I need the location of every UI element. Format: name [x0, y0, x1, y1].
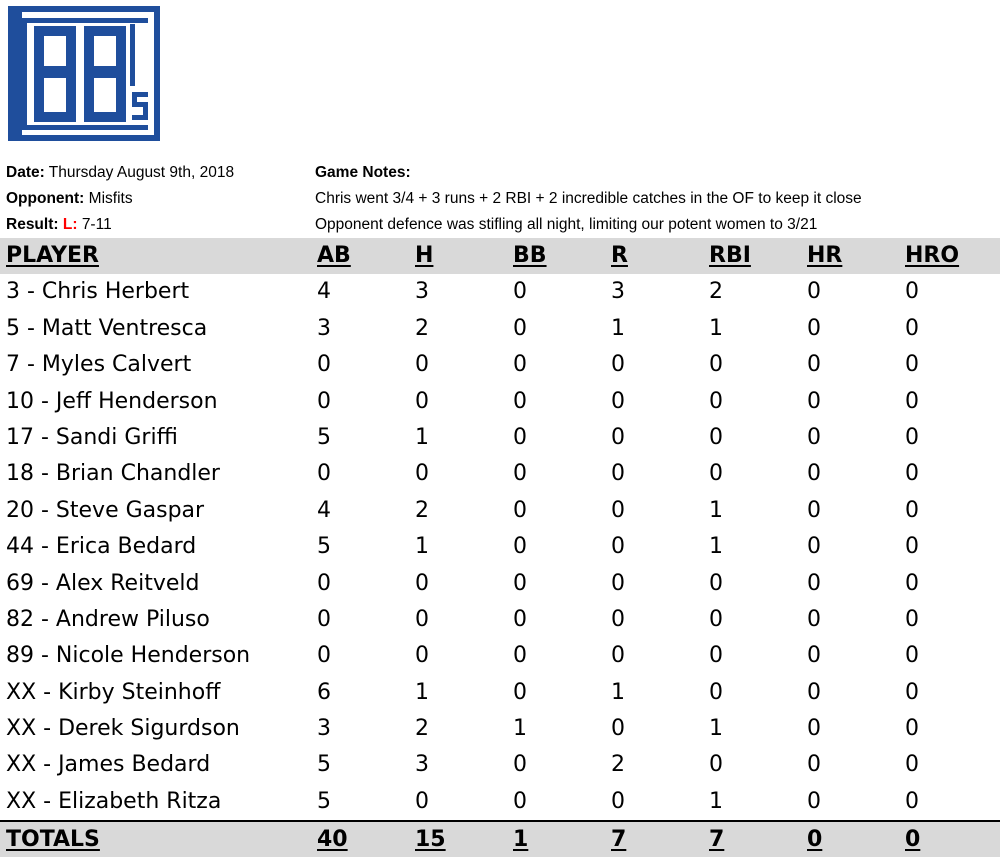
- cell-ab: 0: [317, 606, 331, 632]
- header-player: PLAYER: [6, 243, 99, 268]
- table-row: [0, 784, 1000, 820]
- cell-bb: 0: [513, 570, 527, 596]
- cell-ab: 3: [317, 315, 331, 341]
- cell-bb: 0: [513, 643, 527, 669]
- cell-bb: 0: [513, 461, 527, 487]
- game-notes-label: Game Notes:: [315, 164, 411, 181]
- cell-h: 2: [415, 497, 429, 523]
- total-rbi: 7: [709, 827, 725, 853]
- cell-rbi: 0: [709, 352, 723, 378]
- cell-rbi: 1: [709, 788, 723, 814]
- cell-hr: 0: [807, 461, 821, 487]
- date-line: [6, 160, 234, 186]
- cell-rbi: 0: [709, 679, 723, 705]
- header-hro: HRO: [905, 243, 960, 268]
- cell-h: 3: [415, 279, 429, 305]
- cell-r: 0: [611, 352, 625, 378]
- cell-h: 1: [415, 679, 429, 705]
- cell-r: 0: [611, 388, 625, 414]
- cell-r: 0: [611, 461, 625, 487]
- table-row: [0, 675, 1000, 711]
- cell-hr: 0: [807, 388, 821, 414]
- cell-hro: 0: [905, 570, 919, 596]
- total-hro: 0: [905, 827, 921, 853]
- cell-player: 17 - Sandi Griffi: [6, 424, 178, 450]
- date-label: Date:: [6, 164, 45, 181]
- cell-player: XX - Kirby Steinhoff: [6, 679, 221, 705]
- cell-rbi: 1: [709, 534, 723, 560]
- cell-r: 0: [611, 534, 625, 560]
- cell-player: 82 - Andrew Piluso: [6, 606, 210, 632]
- cell-bb: 0: [513, 352, 527, 378]
- cell-ab: 5: [317, 752, 331, 778]
- cell-bb: 0: [513, 679, 527, 705]
- header-ab: AB: [317, 243, 351, 268]
- cell-hro: 0: [905, 643, 919, 669]
- cell-player: 20 - Steve Gaspar: [6, 497, 205, 523]
- cell-ab: 5: [317, 534, 331, 560]
- cell-hr: 0: [807, 679, 821, 705]
- cell-r: 0: [611, 497, 625, 523]
- cell-bb: 0: [513, 388, 527, 414]
- cell-player: 10 - Jeff Henderson: [6, 388, 218, 414]
- cell-bb: 0: [513, 752, 527, 778]
- table-row: [0, 529, 1000, 565]
- cell-hr: 0: [807, 352, 821, 378]
- total-hr: 0: [807, 827, 823, 853]
- cell-ab: 0: [317, 570, 331, 596]
- cell-h: 1: [415, 424, 429, 450]
- cell-rbi: 2: [709, 279, 723, 305]
- cell-hr: 0: [807, 788, 821, 814]
- game-note-1: Chris went 3/4 + 3 runs + 2 RBI + 2 incredible catches in the OF to keep it close: [315, 190, 862, 207]
- cell-rbi: 0: [709, 643, 723, 669]
- cell-rbi: 0: [709, 752, 723, 778]
- header-r: R: [611, 243, 628, 268]
- opponent-value: Misfits: [88, 190, 133, 207]
- cell-r: 0: [611, 570, 625, 596]
- cell-hr: 0: [807, 497, 821, 523]
- cell-h: 0: [415, 606, 429, 632]
- cell-player: 5 - Matt Ventresca: [6, 315, 208, 341]
- cell-h: 0: [415, 352, 429, 378]
- table-row: [0, 493, 1000, 529]
- cell-ab: 4: [317, 497, 331, 523]
- cell-rbi: 0: [709, 570, 723, 596]
- cell-h: 2: [415, 315, 429, 341]
- date-value: Thursday August 9th, 2018: [48, 164, 235, 181]
- cell-hr: 0: [807, 570, 821, 596]
- table-row: [0, 274, 1000, 310]
- cell-ab: 3: [317, 716, 331, 742]
- cell-r: 3: [611, 279, 625, 305]
- cell-rbi: 0: [709, 606, 723, 632]
- cell-r: 0: [611, 716, 625, 742]
- cell-hr: 0: [807, 643, 821, 669]
- cell-player: 44 - Erica Bedard: [6, 534, 197, 560]
- cell-r: 0: [611, 643, 625, 669]
- table-row: [0, 420, 1000, 456]
- cell-hro: 0: [905, 279, 919, 305]
- table-row: [0, 311, 1000, 347]
- cell-hr: 0: [807, 279, 821, 305]
- cell-player: 89 - Nicole Henderson: [6, 643, 251, 669]
- cell-player: XX - Elizabeth Ritza: [6, 788, 222, 814]
- table-row: [0, 602, 1000, 638]
- cell-h: 1: [415, 534, 429, 560]
- cell-ab: 0: [317, 461, 331, 487]
- cell-rbi: 0: [709, 388, 723, 414]
- result-score: 7-11: [81, 216, 112, 233]
- cell-h: 0: [415, 788, 429, 814]
- cell-hr: 0: [807, 424, 821, 450]
- cell-h: 2: [415, 716, 429, 742]
- cell-r: 0: [611, 606, 625, 632]
- cell-ab: 0: [317, 352, 331, 378]
- cell-hro: 0: [905, 388, 919, 414]
- cell-r: 0: [611, 424, 625, 450]
- cell-bb: 1: [513, 716, 527, 742]
- opponent-line: [6, 186, 133, 212]
- cell-rbi: 0: [709, 424, 723, 450]
- cell-hro: 0: [905, 606, 919, 632]
- table-row: [0, 566, 1000, 602]
- cell-bb: 0: [513, 534, 527, 560]
- cell-h: 0: [415, 643, 429, 669]
- opponent-label: Opponent:: [6, 190, 85, 207]
- cell-h: 0: [415, 570, 429, 596]
- cell-player: 18 - Brian Chandler: [6, 461, 220, 487]
- cell-r: 2: [611, 752, 625, 778]
- stats-table: [0, 238, 1000, 857]
- header-hr: HR: [807, 243, 843, 268]
- cell-bb: 0: [513, 788, 527, 814]
- cell-ab: 0: [317, 643, 331, 669]
- header-h: H: [415, 243, 434, 268]
- table-row: [0, 384, 1000, 420]
- cell-hro: 0: [905, 679, 919, 705]
- cell-hro: 0: [905, 352, 919, 378]
- cell-bb: 0: [513, 424, 527, 450]
- cell-hr: 0: [807, 606, 821, 632]
- table-row: [0, 747, 1000, 783]
- table-row: [0, 456, 1000, 492]
- cell-hr: 0: [807, 752, 821, 778]
- game-info: [6, 160, 1000, 238]
- cell-hro: 0: [905, 788, 919, 814]
- cell-h: 0: [415, 388, 429, 414]
- cell-hr: 0: [807, 716, 821, 742]
- header-rbi: RBI: [709, 243, 751, 268]
- cell-player: 69 - Alex Reitveld: [6, 570, 200, 596]
- table-row: [0, 347, 1000, 383]
- table-row: [0, 638, 1000, 674]
- result-outcome: L:: [62, 216, 78, 233]
- cell-hro: 0: [905, 461, 919, 487]
- table-body: [0, 274, 1000, 820]
- cell-ab: 5: [317, 424, 331, 450]
- total-h: 15: [415, 827, 446, 853]
- cell-hr: 0: [807, 315, 821, 341]
- cell-h: 0: [415, 461, 429, 487]
- cell-rbi: 1: [709, 497, 723, 523]
- cell-h: 3: [415, 752, 429, 778]
- totals-row: [0, 820, 1000, 856]
- total-bb: 1: [513, 827, 529, 853]
- table-row: [0, 711, 1000, 747]
- cell-rbi: 1: [709, 716, 723, 742]
- total-r: 7: [611, 827, 627, 853]
- cell-rbi: 0: [709, 461, 723, 487]
- cell-ab: 5: [317, 788, 331, 814]
- table-header-row: [0, 238, 1000, 274]
- cell-player: 3 - Chris Herbert: [6, 279, 190, 305]
- cell-r: 0: [611, 788, 625, 814]
- total-ab: 40: [317, 827, 348, 853]
- result-line: [6, 212, 112, 238]
- cell-hr: 0: [807, 534, 821, 560]
- team-logo: [8, 6, 163, 146]
- cell-hro: 0: [905, 424, 919, 450]
- cell-hro: 0: [905, 497, 919, 523]
- cell-bb: 0: [513, 279, 527, 305]
- cell-r: 1: [611, 315, 625, 341]
- header-bb: BB: [513, 243, 547, 268]
- cell-bb: 0: [513, 315, 527, 341]
- cell-ab: 6: [317, 679, 331, 705]
- game-note-2: Opponent defence was stifling all night, limiting our potent women to 3/21: [315, 216, 818, 233]
- cell-hro: 0: [905, 534, 919, 560]
- cell-hro: 0: [905, 716, 919, 742]
- result-label: Result:: [6, 216, 59, 233]
- cell-player: 7 - Myles Calvert: [6, 352, 192, 378]
- cell-player: XX - Derek Sigurdson: [6, 716, 240, 742]
- total-player: TOTALS: [6, 827, 100, 853]
- cell-hro: 0: [905, 752, 919, 778]
- cell-bb: 0: [513, 497, 527, 523]
- cell-hro: 0: [905, 315, 919, 341]
- cell-ab: 4: [317, 279, 331, 305]
- cell-bb: 0: [513, 606, 527, 632]
- cell-r: 1: [611, 679, 625, 705]
- cell-player: XX - James Bedard: [6, 752, 211, 778]
- cell-ab: 0: [317, 388, 331, 414]
- cell-rbi: 1: [709, 315, 723, 341]
